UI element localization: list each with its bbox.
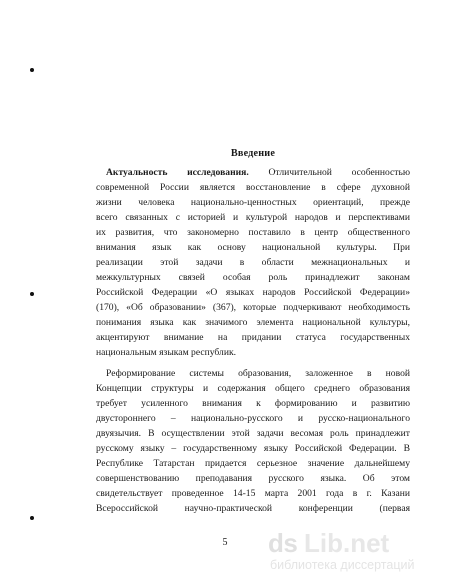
- body-text: [96, 146, 410, 522]
- page-number: 5: [222, 537, 228, 548]
- text-line: акцентируют внимание на придании статуса государственных: [96, 332, 410, 343]
- text-line: современной России является восстановление в сфере духовной: [96, 182, 410, 193]
- text-line: всего связанных с историей и культурой народов и перспективами: [96, 212, 410, 223]
- watermark-logo-ds: ds: [268, 528, 298, 558]
- text-line: Актуальность исследования. Отличительной особенностью: [106, 167, 410, 178]
- watermark-logo-lib: Lib.net: [304, 528, 390, 558]
- text-line: двуязычия. В осуществлении этой задачи весомая роль принадлежит: [96, 428, 410, 439]
- text-line: Реформирование системы образования, заложенное в новой: [106, 368, 410, 379]
- binding-hole-mark: [30, 292, 34, 296]
- text-line: требует усиленного внимания к формированию и развитию: [96, 398, 410, 409]
- text-line: понимания языка как значимого элемента национальной культуры,: [96, 317, 410, 328]
- binding-hole-mark: [30, 516, 34, 520]
- binding-hole-mark: [30, 68, 34, 72]
- section-heading: Введение: [230, 148, 276, 159]
- text-line: межкультурных связей особая роль принадлежит законам: [96, 272, 410, 283]
- text-line: совершенствованию преподавания русского языка. Об этом: [96, 473, 410, 484]
- text-line: (170), «Об образовании» (367), которые подчеркивают необходимость: [96, 302, 410, 313]
- text-line: Концепции структуры и содержания общего среднего образования: [96, 383, 410, 394]
- text-line: национальным языкам республик.: [96, 347, 237, 358]
- text-line: двустороннего – национально-русского и русско-национального: [96, 413, 410, 424]
- text-line: внимания язык как основу национальной культуры. При: [96, 242, 410, 253]
- text-line: русскому языку – государственному языку Российской Федерации. В: [96, 443, 410, 454]
- watermark-subtitle: библиотека диссертаций: [270, 558, 415, 572]
- relevance-lead: Актуальность исследования.: [106, 167, 249, 178]
- paragraph-relevance: [96, 165, 410, 360]
- text-line: Всероссийской научно-практической конференции (первая: [96, 503, 410, 514]
- paragraph-reform: [96, 366, 410, 516]
- text-line: их развития, что закономерно поставило в центр общественного: [96, 227, 410, 238]
- text-line: Республике Татарстан придается серьезное значение дальнейшему: [96, 458, 410, 469]
- text-line: реализации этой задачи в области межнациональных и: [96, 257, 410, 268]
- watermark: [268, 528, 436, 574]
- text-line: Российской Федерации «О языках народов Российской Федерации»: [96, 287, 410, 298]
- text-line: жизни человека национально-ценностных ориентаций, прежде: [96, 197, 410, 208]
- text-line: свидетельствует проведенное 14-15 марта 2001 года в г. Казани: [96, 488, 410, 499]
